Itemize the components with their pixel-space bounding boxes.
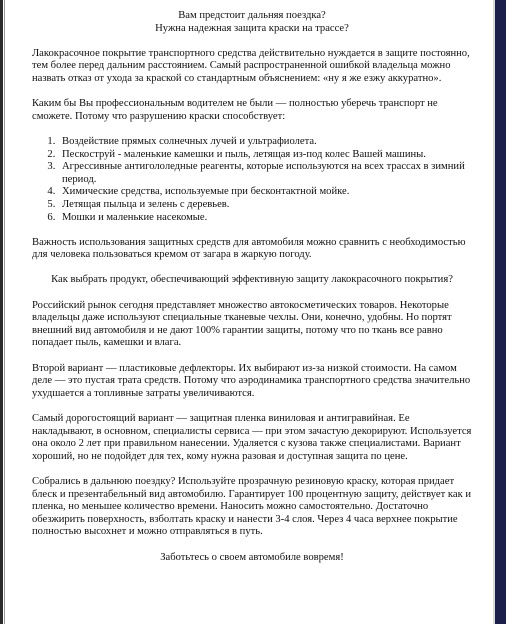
page-left-border-shadow bbox=[4, 0, 5, 624]
vertical-scrollbar[interactable] bbox=[495, 0, 506, 624]
list-item: 4. Химические средства, используемые при бесконтактной мойке. bbox=[58, 186, 472, 199]
section-question: Как выбрать продукт, обеспечивающий эффективную защиту лакокрасочного покрытия? bbox=[51, 274, 453, 286]
list-item: 2. Пескоструй - маленькие камешки и пыль, летящая из-под колес Вашей машины. bbox=[58, 149, 472, 162]
list-item: 3. Агрессивные антигололедные реагенты, которые используются на всех трассах в зимний период. bbox=[58, 161, 472, 186]
paragraph-market: Российский рынок сегодня представляет множество автокосметических товаров. Некоторые владельцы даже используют специальные тканевые чехлы. Они, конечно, удобны. Но портят внешний вид автомобиля и не дают 100% гарантии защиты, потому что по ткань все равно попадает пыль, камешки и влага. bbox=[32, 299, 452, 349]
causes-list bbox=[32, 136, 472, 224]
title-line-1: Вам предстоит дальняя поездка? bbox=[178, 10, 326, 21]
closing-line: Заботьтесь о своем автомобиле вовремя! bbox=[160, 551, 344, 563]
paragraph-importance: Важность использования защитных средств для автомобиля можно сравнить с необходимостью для человека пользоваться кремом от загара в жаркую погоду. bbox=[32, 236, 466, 261]
paragraph-deflectors: Второй вариант — пластиковые дефлекторы. Их выбирают из-за низкой стоимости. На самом деле — это пустая трата средств. Потому что аэродинамика транспортного средства значительно ухудшается а топливные затраты увеличиваются. bbox=[32, 362, 471, 399]
page-left-border bbox=[0, 0, 3, 624]
document-page bbox=[32, 10, 472, 577]
paragraph-intro: Лакокрасочное покрытие транспортного средства действительно нуждается в защите постоянно, тем более перед дальним расстоянием. Самый распространенной ошибкой владельца можно назвать отказ от ухода за краской со стандартным объяснением: «ну я же езжу аккуратно». bbox=[32, 47, 470, 84]
paragraph-film: Самый дорогостоящий вариант — защитная пленка виниловая и антигравийная. Ее накладывают, в основном, специалисты сервиса — при этом зачастую декорируют. Используется она около 2 лет при правильном нанесении. Удаляется с кузова также специалистами. Вариант хороший, но не подойдет для тех, кому нужна разовая и доступная защита по цене. bbox=[32, 413, 472, 462]
list-item: 5. Летящая пыльца и зелень с деревьев. bbox=[58, 199, 472, 212]
list-item: 6. Мошки и маленькие насекомые. bbox=[58, 212, 472, 225]
list-item: 1. Воздействие прямых солнечных лучей и ультрафиолета. bbox=[58, 136, 472, 149]
document-title bbox=[32, 10, 472, 35]
paragraph-causes-lead: Каким бы Вы профессиональным водителем не были — полностью уберечь транспорт не сможете. Потому что разрушению краски способствует: bbox=[32, 98, 438, 122]
paragraph-rubber-paint: Собрались в дальнюю поездку? Используйте прозрачную резиновую краску, которая придает блеск и презентабельный вид автомобилю. Гарантирует 100 процентную защиту, действует как и пленка, но меньшее количество времени. Наносить можно самостоятельно. Достаточно обезжирить поверхность, взболтать краску и нанести 3-4 слоя. Через 4 часа верхнее покрытие полностью высохнет и можно отправляться в путь. bbox=[32, 475, 472, 538]
title-line-2: Нужна надежная защита краски на трассе? bbox=[155, 22, 349, 34]
